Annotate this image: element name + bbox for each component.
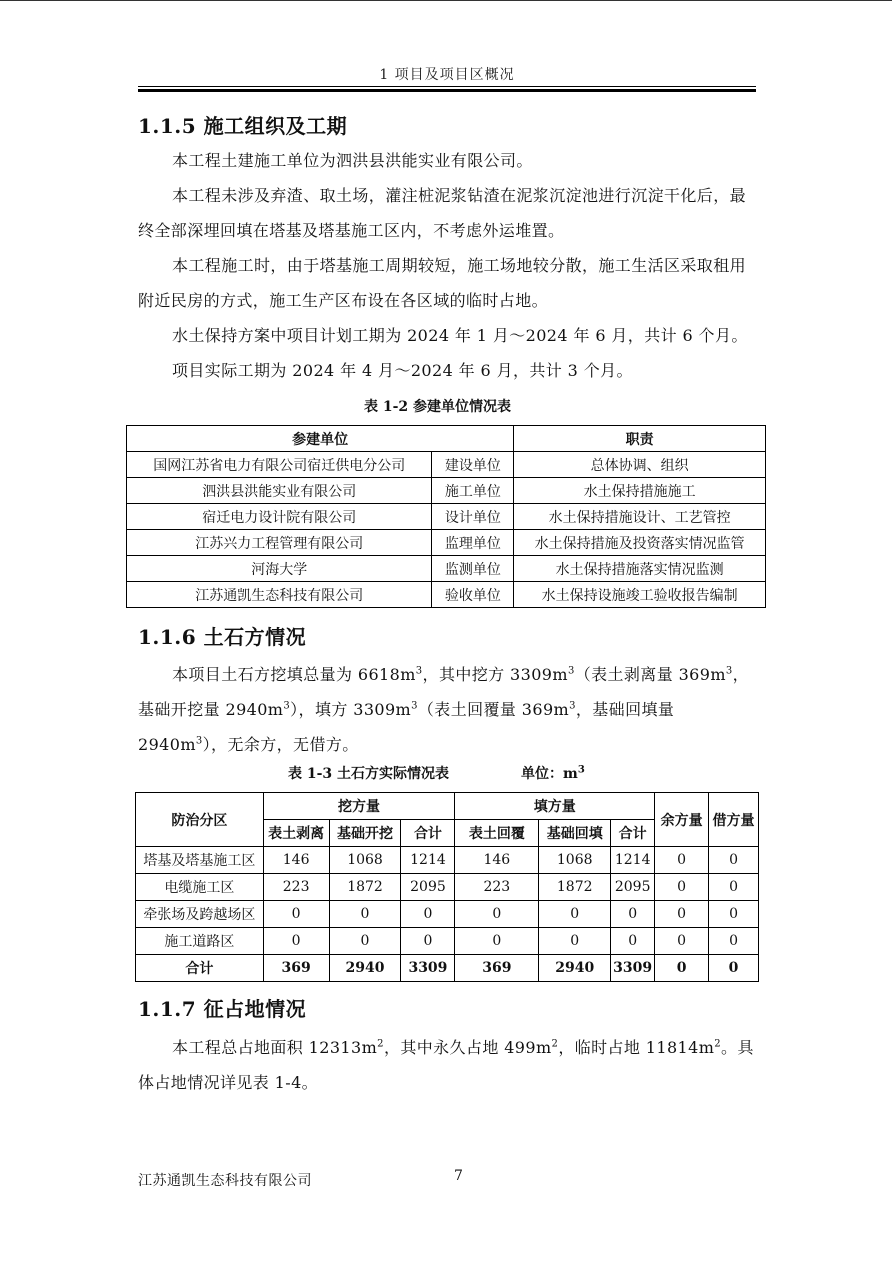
text-run: ，基础回填量 2940m (138, 700, 675, 754)
table-cell: 0 (401, 901, 455, 928)
table-cell: 0 (455, 901, 539, 928)
column-header: 基础回填 (539, 820, 611, 847)
table-cell: 0 (655, 928, 709, 955)
table-cell: 0 (709, 955, 759, 982)
column-header: 合计 (611, 820, 655, 847)
superscript: 2 (377, 1038, 384, 1050)
table-cell: 验收单位 (432, 582, 514, 608)
table-cell: 146 (455, 847, 539, 874)
table-row (136, 928, 759, 955)
text-run: ），填方 3309m (290, 700, 412, 719)
table-cell: 0 (401, 928, 455, 955)
text-run: ，其中挖方 3309m (422, 665, 568, 684)
table-cell: 合计 (136, 955, 264, 982)
table-cell: 水土保持措施施工 (514, 478, 766, 504)
superscript: 3 (283, 700, 291, 712)
table-cell: 0 (655, 901, 709, 928)
table-cell: 0 (709, 901, 759, 928)
table-row (136, 901, 759, 928)
table-cell: 电缆施工区 (136, 874, 264, 901)
table-cell: 水土保持设施竣工验收报告编制 (514, 582, 766, 608)
table-cell: 监测单位 (432, 556, 514, 582)
table-header-row (136, 793, 759, 820)
table-cell: 1872 (539, 874, 611, 901)
table-cell: 牵张场及跨越场区 (136, 901, 264, 928)
page-number: 7 (454, 1168, 463, 1184)
superscript: 3 (725, 665, 733, 677)
table-cell: 3309 (401, 955, 455, 982)
table-cell: 0 (709, 874, 759, 901)
table-cell: 水土保持措施及投资落实情况监管 (514, 530, 766, 556)
section-title-1-1-6: 1.1.6 土石方情况 (138, 625, 307, 649)
column-header: 防治分区 (136, 793, 264, 847)
text-run: （表土剥离量 369m (574, 665, 726, 684)
table-cell: 369 (263, 955, 329, 982)
table-cell: 水土保持措施设计、工艺管控 (514, 504, 766, 530)
text-run: 。具体占地情况详见表 1-4。 (138, 1038, 754, 1092)
table-cell: 施工单位 (432, 478, 514, 504)
table-cell: 0 (329, 901, 401, 928)
table-cell: 2095 (611, 874, 655, 901)
table-cell: 国网江苏省电力有限公司宿迁供电分公司 (127, 452, 432, 478)
text-run: 本工程总占地面积 12313m (172, 1038, 378, 1057)
table-cell: 设计单位 (432, 504, 514, 530)
column-header: 借方量 (709, 793, 759, 847)
paragraph-land (138, 1030, 758, 1100)
table-cell: 369 (455, 955, 539, 982)
table-row (127, 452, 766, 478)
table-cell: 总体协调、组织 (514, 452, 766, 478)
text-run: （表土回覆量 369m (417, 700, 570, 719)
footer-company: 江苏通凯生态科技有限公司 (138, 1173, 312, 1189)
text-run: ，临时占地 11814m (558, 1038, 715, 1057)
column-header: 基础开挖 (329, 820, 401, 847)
table-row (127, 556, 766, 582)
table-header-row (127, 426, 766, 452)
table-cell: 0 (263, 928, 329, 955)
table-cell: 0 (655, 874, 709, 901)
running-header: 1 项目及项目区概况 (379, 67, 515, 83)
header-rule-thick (138, 89, 756, 92)
table-cell: 0 (539, 901, 611, 928)
table-cell: 223 (263, 874, 329, 901)
table-row (136, 847, 759, 874)
table-cell: 泗洪县洪能实业有限公司 (127, 478, 432, 504)
paragraph: 本工程施工时，由于塔基施工周期较短，施工场地较分散，施工生活区采取租用附近民房的方式，施工生产区布设在各区域的临时占地。 (138, 256, 747, 310)
table-cell: 塔基及塔基施工区 (136, 847, 264, 874)
page-top-border (0, 0, 892, 1)
table-cell: 江苏通凯生态科技有限公司 (127, 582, 432, 608)
table-cell: 2940 (329, 955, 401, 982)
column-header: 余方量 (655, 793, 709, 847)
table-cell: 1068 (329, 847, 401, 874)
table-cell: 2095 (401, 874, 455, 901)
table-cell: 0 (611, 901, 655, 928)
text-run: ），无余方，无借方。 (202, 735, 359, 754)
table-row (127, 582, 766, 608)
paragraph: 本工程土建施工单位为泗洪县洪能实业有限公司。 (172, 151, 533, 170)
table-cell: 1068 (539, 847, 611, 874)
table-caption-1-2: 表 1-2 参建单位情况表 (364, 399, 512, 415)
table-cell: 施工道路区 (136, 928, 264, 955)
caption-text: 表 1-3 土石方实际情况表 (288, 766, 450, 782)
column-header: 挖方量 (263, 793, 455, 820)
table-cell: 0 (263, 901, 329, 928)
table-cell: 223 (455, 874, 539, 901)
superscript: 3 (411, 700, 418, 712)
superscript: 3 (567, 665, 575, 677)
section-title-1-1-5: 1.1.5 施工组织及工期 (138, 114, 348, 138)
table-cell: 0 (709, 847, 759, 874)
earthwork-table (135, 792, 759, 982)
table-cell: 河海大学 (127, 556, 432, 582)
paragraph: 本工程未涉及弃渣、取土场，灌注桩泥浆钻渣在泥浆沉淀池进行沉淀干化后，最终全部深埋回填在塔基及塔基施工区内，不考虑外运堆置。 (138, 186, 747, 240)
table-row (127, 504, 766, 530)
table-row (136, 874, 759, 901)
table-cell: 0 (539, 928, 611, 955)
superscript: 3 (569, 700, 576, 712)
table-cell: 宿迁电力设计院有限公司 (127, 504, 432, 530)
table-cell: 2940 (539, 955, 611, 982)
column-header: 表土回覆 (455, 820, 539, 847)
table-cell: 建设单位 (432, 452, 514, 478)
column-header: 合计 (401, 820, 455, 847)
table-cell: 0 (655, 955, 709, 982)
section-title-1-1-7: 1.1.7 征占地情况 (138, 997, 307, 1021)
table-total-row (136, 955, 759, 982)
paragraph: 水土保持方案中项目计划工期为 2024 年 1 月～2024 年 6 月，共计 6 个月。 (172, 326, 748, 345)
table-cell: 0 (709, 928, 759, 955)
table-row (127, 530, 766, 556)
table-cell: 监理单位 (432, 530, 514, 556)
table-cell: 146 (263, 847, 329, 874)
unit-label: 单位：m (521, 766, 578, 782)
superscript: 2 (714, 1038, 722, 1050)
table-cell: 3309 (611, 955, 655, 982)
text-run: ，其中永久占地 499m (383, 1038, 552, 1057)
paragraph-earthwork (138, 657, 758, 762)
text-run: 本项目土石方挖填总量为 6618m (172, 665, 416, 684)
table-cell: 0 (611, 928, 655, 955)
table-cell: 0 (655, 847, 709, 874)
table-cell: 1214 (611, 847, 655, 874)
column-header: 填方量 (455, 793, 655, 820)
participants-table (126, 425, 766, 608)
paragraph: 项目实际工期为 2024 年 4 月～2024 年 6 月，共计 3 个月。 (172, 361, 633, 380)
column-header: 职责 (514, 426, 766, 452)
superscript: 3 (577, 764, 585, 776)
text-run: ，基础开挖量 2940m (138, 665, 750, 719)
table-cell: 1214 (401, 847, 455, 874)
superscript: 3 (195, 735, 203, 747)
column-header: 表土剥离 (263, 820, 329, 847)
column-header: 参建单位 (127, 426, 514, 452)
table-cell: 0 (329, 928, 401, 955)
table-caption-1-3 (288, 763, 585, 783)
superscript: 3 (415, 665, 423, 677)
table-cell: 0 (455, 928, 539, 955)
table-cell: 1872 (329, 874, 401, 901)
header-rule-thin (138, 86, 756, 87)
table-cell: 江苏兴力工程管理有限公司 (127, 530, 432, 556)
table-row (127, 478, 766, 504)
table-cell: 水土保持措施落实情况监测 (514, 556, 766, 582)
superscript: 2 (551, 1038, 559, 1050)
